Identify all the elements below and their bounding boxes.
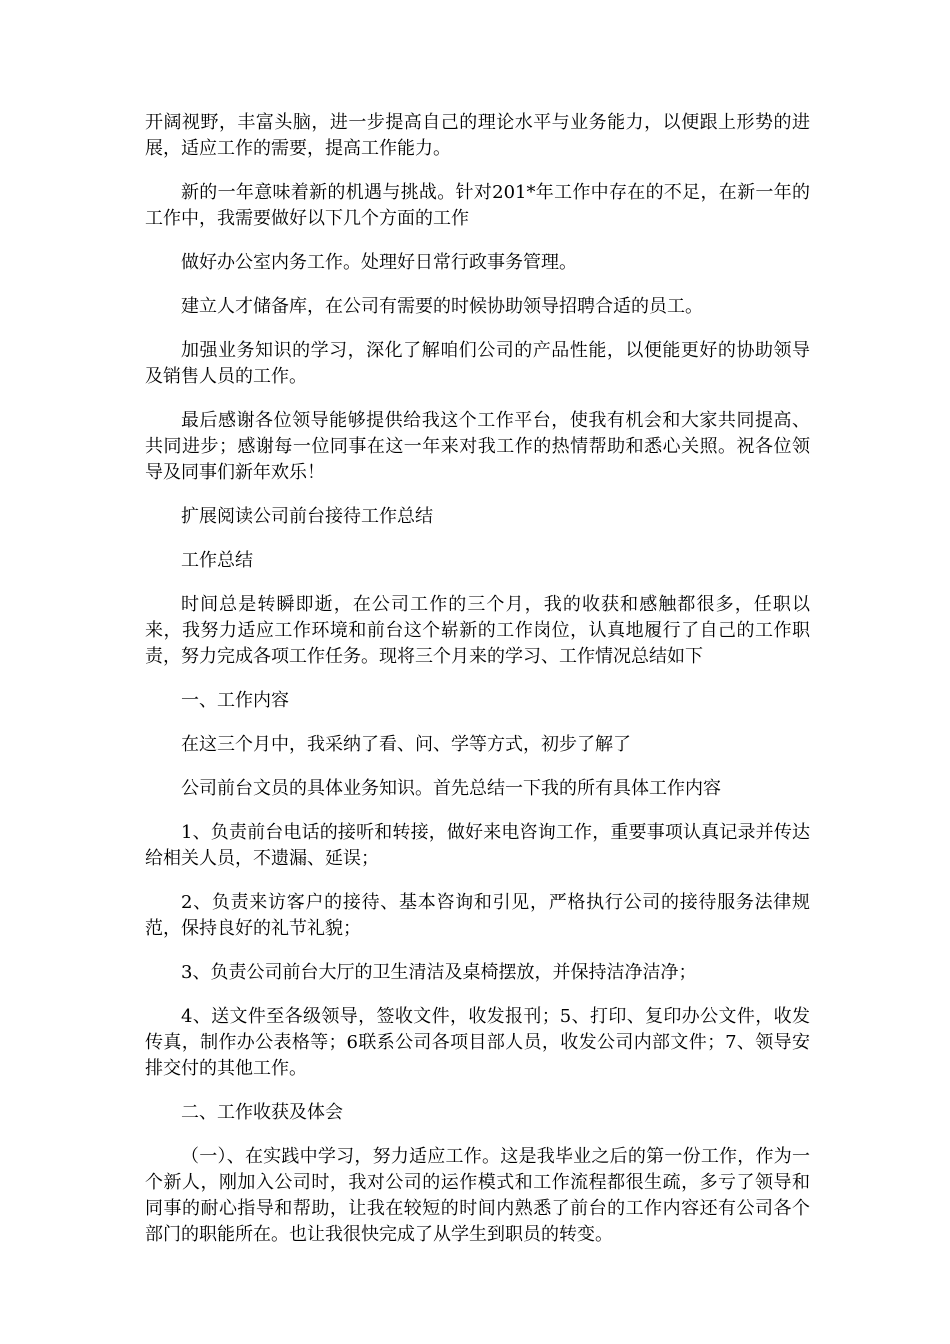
document-page [145, 110, 810, 1266]
paragraph-business-study: 加强业务知识的学习，深化了解咱们公司的产品性能，以便能更好的协助领导及销售人员的工作。 [145, 340, 810, 387]
list-item-phone: 1、负责前台电话的接听和转接，做好来电咨询工作，重要事项认真记录并传达给相关人员，不遗漏、延误； [145, 822, 810, 869]
list-item-documents: 4、送文件至各级领导，签收文件，收发报刊；5、打印、复印办公文件，收发传真，制作办公表格等；6联系公司各项目部人员，收发公司内部文件；7、领导安排交付的其他工作。 [145, 1006, 810, 1079]
section-heading-extended-reading: 扩展阅读公司前台接待工作总结 [181, 506, 433, 527]
paragraph-business-knowledge: 公司前台文员的具体业务知识。首先总结一下我的所有具体工作内容 [181, 778, 721, 799]
list-item-cleaning: 3、负责公司前台大厅的卫生清洁及桌椅摆放，并保持洁净洁净； [181, 962, 697, 983]
paragraph-new-year-plan: 新的一年意味着新的机遇与挑战。针对201*年工作中存在的不足，在新一年的工作中，我需要做好以下几个方面的工作 [145, 182, 810, 229]
paragraph-talent-pool: 建立人才储备库，在公司有需要的时候协助领导招聘合适的员工。 [181, 296, 703, 317]
section-heading-work-content: 一、工作内容 [181, 690, 289, 711]
section-heading-gains: 二、工作收获及体会 [181, 1102, 343, 1123]
paragraph-intro: 时间总是转瞬即逝，在公司工作的三个月，我的收获和感触都很多，任职以来，我努力适应工作环境和前台这个崭新的工作岗位，认真地履行了自己的工作职责，努力完成各项工作任务。现将三个月来的学习、工作情况总结如下 [145, 594, 810, 667]
list-item-visitors: 2、负责来访客户的接待、基本咨询和引见，严格执行公司的接待服务法律规范，保持良好的礼节礼貌； [145, 892, 810, 939]
paragraph-three-months: 在这三个月中，我采纳了看、问、学等方式，初步了解了 [181, 734, 631, 755]
paragraph-thanks: 最后感谢各位领导能够提供给我这个工作平台，使我有机会和大家共同提高、共同进步；感谢每一位同事在这一年来对我工作的热情帮助和悉心关照。祝各位领导及同事们新年欢乐！ [145, 410, 810, 483]
paragraph-learning-in-practice: （一）、在实践中学习，努力适应工作。这是我毕业之后的第一份工作，作为一个新人，刚加入公司时，我对公司的运作模式和工作流程都很生疏，多亏了领导和同事的耐心指导和帮助，让我在较短的时间内熟悉了前台的工作内容还有公司各个部门的职能所在。也让我很快完成了从学生到职员的转变。 [145, 1146, 810, 1245]
section-heading-work-summary: 工作总结 [181, 550, 253, 571]
paragraph-office-affairs: 做好办公室内务工作。处理好日常行政事务管理。 [181, 252, 577, 273]
paragraph-continuation: 开阔视野，丰富头脑，进一步提高自己的理论水平与业务能力，以便跟上形势的进展，适应工作的需要，提高工作能力。 [145, 112, 810, 159]
